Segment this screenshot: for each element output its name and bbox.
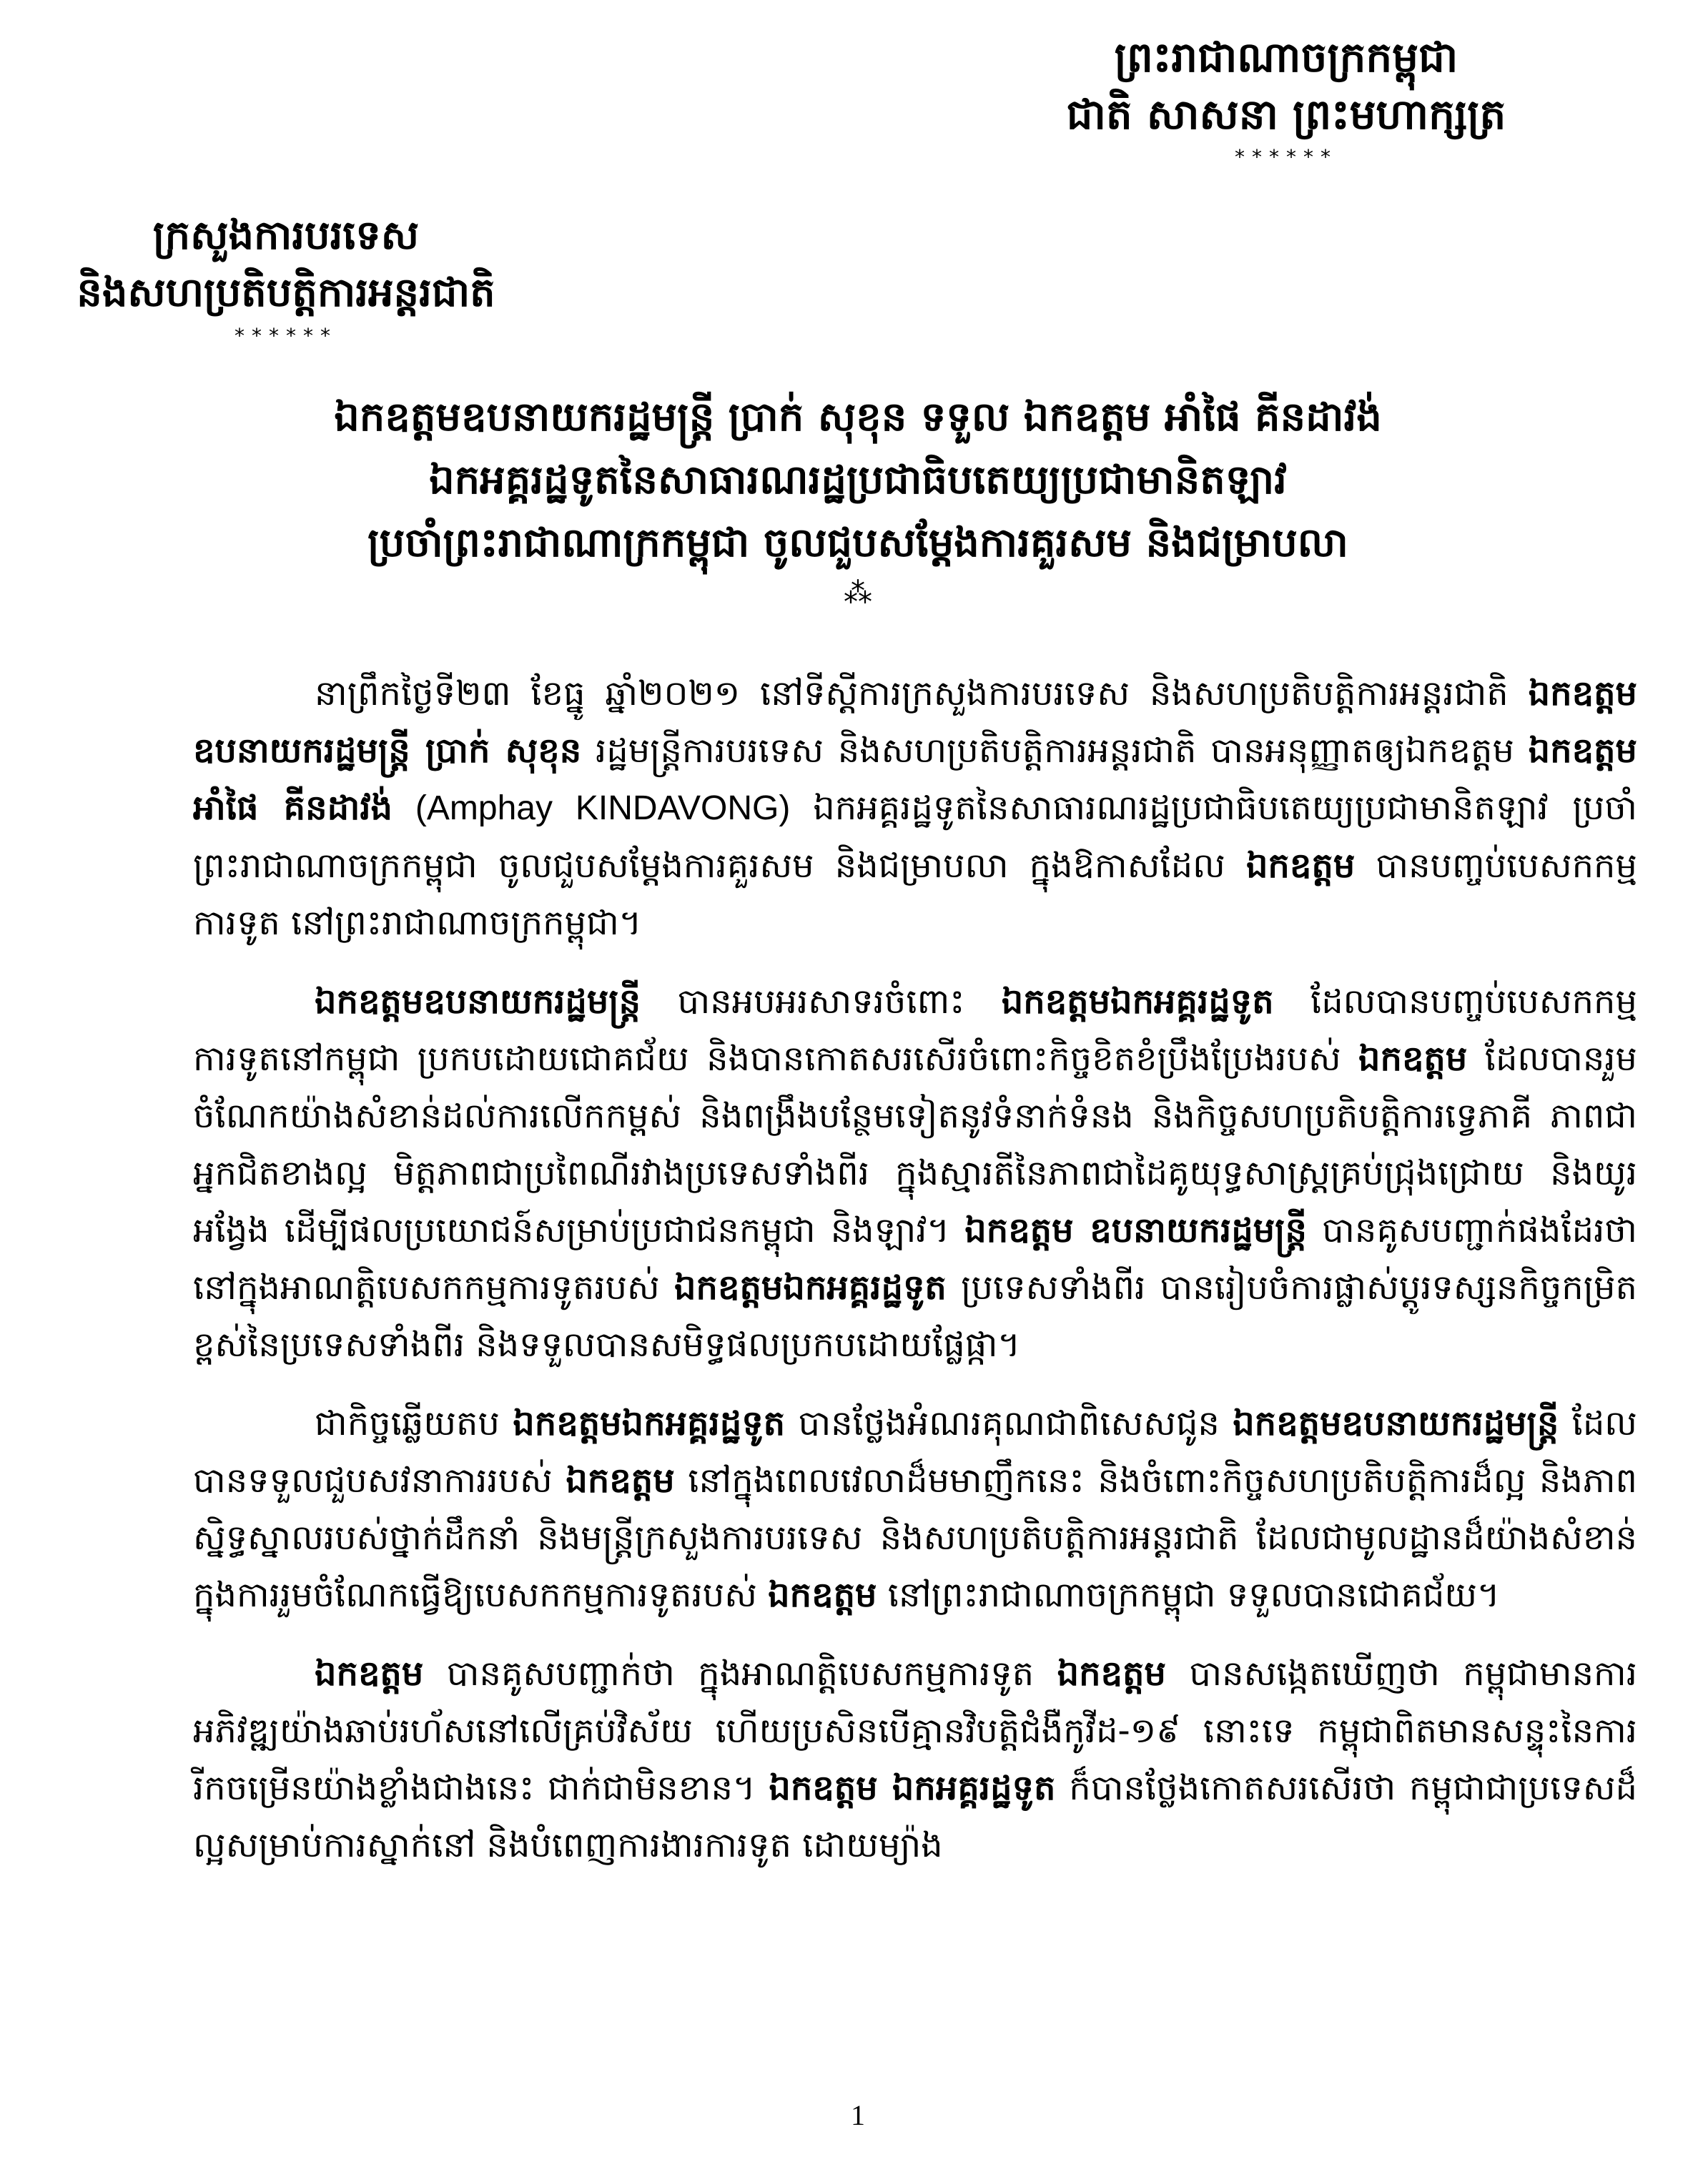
p3-text-3: ដែលបានទទួលជួបសវនាការរបស់ bbox=[193, 1403, 1637, 1501]
p2-text-1: បានអបអរសាទរចំពោះ bbox=[641, 982, 1002, 1022]
p3-text-1: ជាកិច្ចឆ្លើយតប bbox=[315, 1403, 513, 1443]
p1-text-4: បានបញ្ចប់បេសកកម្មការទូត នៅព្រះរាជាណាចក្រកម្ពុជា។ bbox=[193, 846, 1637, 943]
title-line-3: ប្រចាំព្រះរាជាណាក្រកម្ពុជា ចូលជួបសម្តែងការគួរសម និងជម្រាបលា bbox=[367, 520, 1348, 566]
p4-text-3: ក៏បានថ្លែងកោតសរសើរថា កម្ពុជាជាប្រទេសដ៏ល្អសម្រាប់ការស្នាក់នៅ និងបំពេញការងារការទូត ដោយម្យ៉ាង bbox=[193, 1768, 1638, 1865]
p2-bold-5: ឯកឧត្តមឯកអគ្គរដ្ឋទូត bbox=[674, 1268, 947, 1308]
paragraph-4 bbox=[193, 1645, 1637, 1874]
kingdom-name: ព្រះរាជាណាចក្រកម្ពុជា bbox=[1114, 33, 1458, 82]
ministry-header bbox=[29, 207, 543, 350]
p2-bold-3: ឯកឧត្តម bbox=[1358, 1039, 1468, 1079]
p2-text-3: ដែលបានរួមចំណែកយ៉ាងសំខាន់ដល់ការលើកកម្ពស់ និងពង្រឹងបន្ថែមទៀតនូវទំនាក់ទំនង និងកិច្ចសហប្រតិបត្តិការទ្វេភាគី ភាពជាអ្នកជិតខាងល្អ មិត្តភាពជាប្រពៃណីរវាងប្រទេសទាំងពីរ ក្នុងស្មារតីនៃភាពជាដៃគូយុទ្ធសាស្ត្រគ្រប់ជ្រុងជ្រោយ និងយូរអង្វែង ដើម្បីផលប្រយោជន៍សម្រាប់ប្រជាជនកម្ពុជា និងឡាវ។ bbox=[193, 1039, 1637, 1250]
p3-text-2: បានថ្លែងអំណរគុណជាពិសេសជូន bbox=[785, 1403, 1233, 1443]
p3-text-4: នៅក្នុងពេលវេលាដ៏មមាញឹកនេះ និងចំពោះកិច្ចសហប្រតិបត្តិការដ៏ល្អ និងភាពស្និទ្ធស្នាលរបស់ថ្នាក់ដឹកនាំ និងមន្ត្រីក្រសួងការបរទេស និងសហប្រតិបត្តិការអន្តរជាតិ ដែលជាមូលដ្ឋានដ៏យ៉ាងសំខាន់ក្នុងការរួមចំណែកធ្វើឱ្យបេសកកម្មការទូតរបស់ bbox=[193, 1461, 1637, 1615]
p1-bold-1: ឯកឧត្តមឧបនាយករដ្ឋមន្ត្រី ប្រាក់ សុខុន bbox=[193, 673, 1637, 771]
ministry-name-line2: និងសហប្រតិបត្តិការអន្តរជាតិ bbox=[76, 270, 495, 316]
national-motto: ជាតិ សាសនា ព្រះមហាក្សត្រ bbox=[1066, 90, 1506, 139]
p1-latin-name: (Amphay KINDAVONG) bbox=[393, 789, 814, 827]
p3-text-5: នៅព្រះរាជាណាចក្រកម្ពុជា ទទួលបានជោគជ័យ។ bbox=[877, 1575, 1500, 1615]
title-line-2: ឯកអគ្គរដ្ឋទូតនៃសាធារណរដ្ឋប្រជាធិបតេយ្យប្រជាមានិតឡាវ bbox=[429, 457, 1287, 503]
ministry-name-line1: ក្រសួងការបរទេស bbox=[152, 212, 420, 259]
p4-text-2: បានសង្កេតឃើញថា កម្ពុជាមានការអភិវឌ្ឍយ៉ាងឆាប់រហ័សនៅលើគ្រប់វិស័យ ហើយប្រសិនបើគ្មានវិបត្តិជំងឺកូវីដ-១៩ នោះទេ កម្ពុជាពិតមានសន្ទុះនៃការរីកចម្រើនយ៉ាងខ្លាំងជាងនេះ ជាក់ជាមិនខាន។ bbox=[193, 1654, 1637, 1808]
page-number: 1 bbox=[851, 2099, 865, 2131]
paragraph-2 bbox=[193, 973, 1637, 1373]
p4-bold-2: ឯកឧត្តម bbox=[1057, 1654, 1166, 1694]
p2-bold-4: ឯកឧត្តម ឧបនាយករដ្ឋមន្ត្រី bbox=[964, 1210, 1307, 1250]
p2-text-5: ប្រទេសទាំងពីរ បានរៀបចំការផ្លាស់ប្តូរទស្សនកិច្ចកម្រិតខ្ពស់នៃប្រទេសទាំងពីរ និងទទួលបានសមិទ្ធផលប្រកបដោយផ្លែផ្កា។ bbox=[193, 1268, 1638, 1365]
p2-text-2: ដែលបានបញ្ចប់បេសកកម្មការទូតនៅកម្ពុជា ប្រកបដោយជោគជ័យ និងបានកោតសរសើរចំពោះកិច្ចខិតខំប្រឹងប្រែងរបស់ bbox=[193, 982, 1637, 1079]
p3-bold-3: ឯកឧត្តម bbox=[566, 1461, 675, 1501]
title-line-1: ឯកឧត្តមឧបនាយករដ្ឋមន្ត្រី ប្រាក់ សុខុន ទទួល ឯកឧត្តម អាំផៃ គីនដាវង់ bbox=[334, 394, 1382, 440]
p4-bold-3: ឯកឧត្តម ឯកអគ្គរដ្ឋទូត bbox=[769, 1768, 1056, 1808]
p1-bold-2: ឯកឧត្តម អាំផៃ គីនដាវង់ bbox=[193, 731, 1638, 828]
press-release-title bbox=[143, 386, 1573, 575]
p1-text-1: នាព្រឹកថ្ងៃទី២៣ ខែធ្នូ ឆ្នាំ២០២១ នៅទីស្តីការក្រសួងការបរទេស និងសហប្រតិបត្តិការអន្តរជាតិ bbox=[315, 673, 1529, 714]
p3-bold-2: ឯកឧត្តមឧបនាយករដ្ឋមន្ត្រី bbox=[1233, 1403, 1559, 1443]
kingdom-header bbox=[1029, 29, 1544, 172]
ministry-stars-divider: ****** bbox=[235, 324, 337, 347]
p3-bold-1: ឯកឧត្តមឯកអគ្គរដ្ឋទូត bbox=[513, 1403, 786, 1443]
p2-text-4: បានគូសបញ្ជាក់ផងដែរថា នៅក្នុងអាណត្តិបេសកកម្មការទូតរបស់ bbox=[193, 1210, 1638, 1308]
kingdom-stars-divider: ****** bbox=[1235, 145, 1338, 169]
paragraph-3 bbox=[193, 1395, 1637, 1624]
p4-text-1: បានគូសបញ្ជាក់ថា ក្នុងអាណត្តិបេសកម្មការទូត bbox=[423, 1654, 1057, 1694]
title-ornament: ⁂ bbox=[844, 577, 872, 610]
p1-text-3: ឯកអគ្គរដ្ឋទូតនៃសាធារណរដ្ឋប្រជាធិបតេយ្យប្រជាមានិតឡាវ ប្រចាំព្រះរាជាណាចក្រកម្ពុជា ចូលជួបសម្តែងការគួរសម និងជម្រាបលា ក្នុងឱកាសដែល bbox=[193, 788, 1637, 886]
p3-bold-4: ឯកឧត្តម bbox=[768, 1575, 877, 1615]
p1-text-2: រដ្ឋមន្ត្រីការបរទេស និងសហប្រតិបត្តិការអន្តរជាតិ បានអនុញ្ញាតឲ្យឯកឧត្តម bbox=[581, 731, 1529, 771]
p2-bold-1: ឯកឧត្តមឧបនាយករដ្ឋមន្ត្រី bbox=[315, 982, 641, 1022]
paragraph-1 bbox=[193, 665, 1637, 952]
p4-bold-1: ឯកឧត្តម bbox=[315, 1654, 424, 1694]
p1-bold-3: ឯកឧត្តម bbox=[1245, 846, 1356, 886]
article-body bbox=[193, 665, 1637, 1895]
p2-bold-2: ឯកឧត្តមឯកអគ្គរដ្ឋទូត bbox=[1001, 982, 1274, 1022]
